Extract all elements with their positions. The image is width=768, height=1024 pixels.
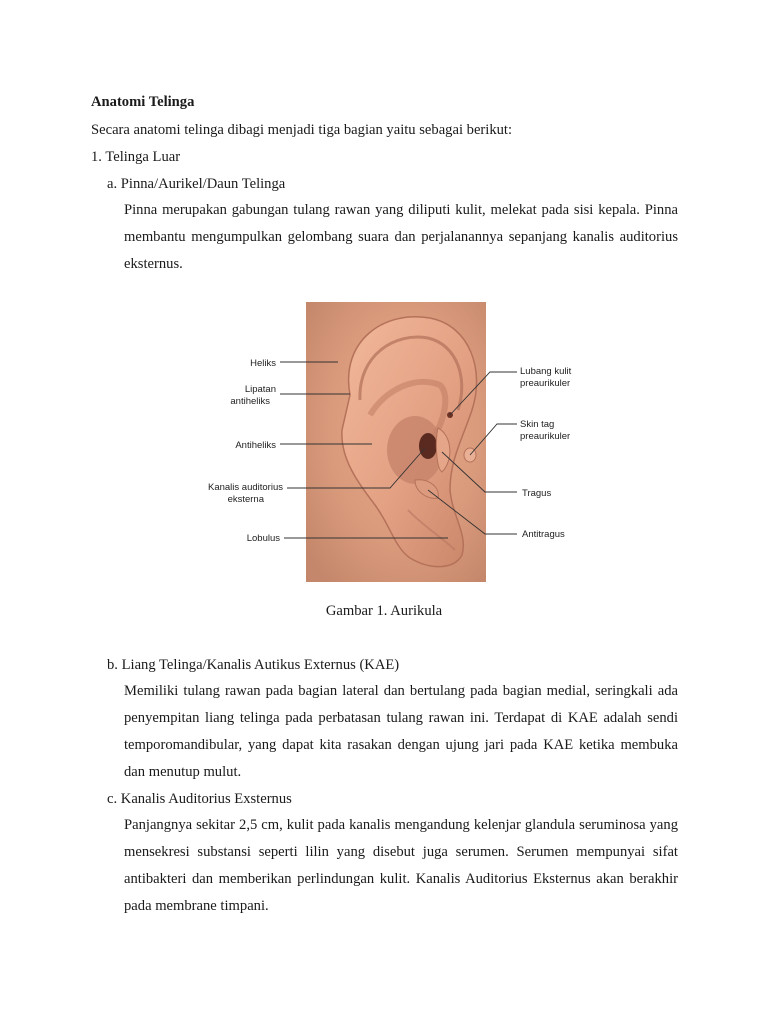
intro-text: Secara anatomi telinga dibagi menjadi tiga bagian yaitu sebagai berikut: [91,122,513,138]
section-heading-telinga-luar: 1. Telinga Luar [91,149,181,165]
ear-canal-opening [419,433,437,459]
paragraph-pinna: Pinna merupakan gabungan tulang rawan yang diliputi kulit, melekat pada sisi kepala. Pinna membantu mengumpulkan gelombang suara dan perjalanannya sepanjang kanalis auditorius eksternus. [124,202,678,272]
label-lobulus: Lobulus [246,533,280,544]
document-title: Anatomi Telinga [91,94,195,110]
label-kanalis-auditorius-1: Kanalis auditorius [208,482,283,493]
label-antitragus: Antitragus [522,529,565,540]
label-lubang-kulit-1: Lubang kulit [520,366,572,377]
ear-figure [200,300,600,584]
label-skin-tag-2: preaurikuler [520,431,571,442]
label-kanalis-auditorius-2: eksterna [227,494,264,505]
ear-illustration [200,300,600,584]
paragraph-kanalis-auditorius: Panjangnya sekitar 2,5 cm, kulit pada kanalis mengandung kelenjar glandula seruminosa yang mensekresi substansi seperti lilin yang disebut juga serumen. Serumen mempunyai sifat antibakteri dan memberikan perlindungan kulit. Kanalis Auditorius Eksternus akan berakhir pada membrane timpani. [124,817,678,914]
label-lipatan-antiheliks-2: antiheliks [230,396,270,407]
subsection-heading-liang-telinga: b. Liang Telinga/Kanalis Autikus Externus (KAE) [107,657,400,673]
figure-caption: Gambar 1. Aurikula [325,603,443,619]
paragraph-liang-telinga: Memiliki tulang rawan pada bagian lateral dan bertulang pada bagian medial, seringkali ada penyempitan liang telinga pada perbatasan tulang rawan ini. Terdapat di KAE adalah sendi temporomandibular, yang dapat kita rasakan dengan ujung jari pada KAE ketika membuka dan menutup mulut. [124,683,678,780]
label-skin-tag-1: Skin tag [520,419,555,430]
label-heliks: Heliks [250,358,276,369]
label-lubang-kulit-2: preaurikuler [520,378,571,389]
subsection-heading-kanalis-auditorius: c. Kanalis Auditorius Exsternus [107,791,292,807]
label-lipatan-antiheliks-1: Lipatan [244,384,276,395]
label-tragus: Tragus [522,488,552,499]
subsection-heading-pinna: a. Pinna/Aurikel/Daun Telinga [107,176,286,192]
label-antiheliks: Antiheliks [235,440,276,451]
